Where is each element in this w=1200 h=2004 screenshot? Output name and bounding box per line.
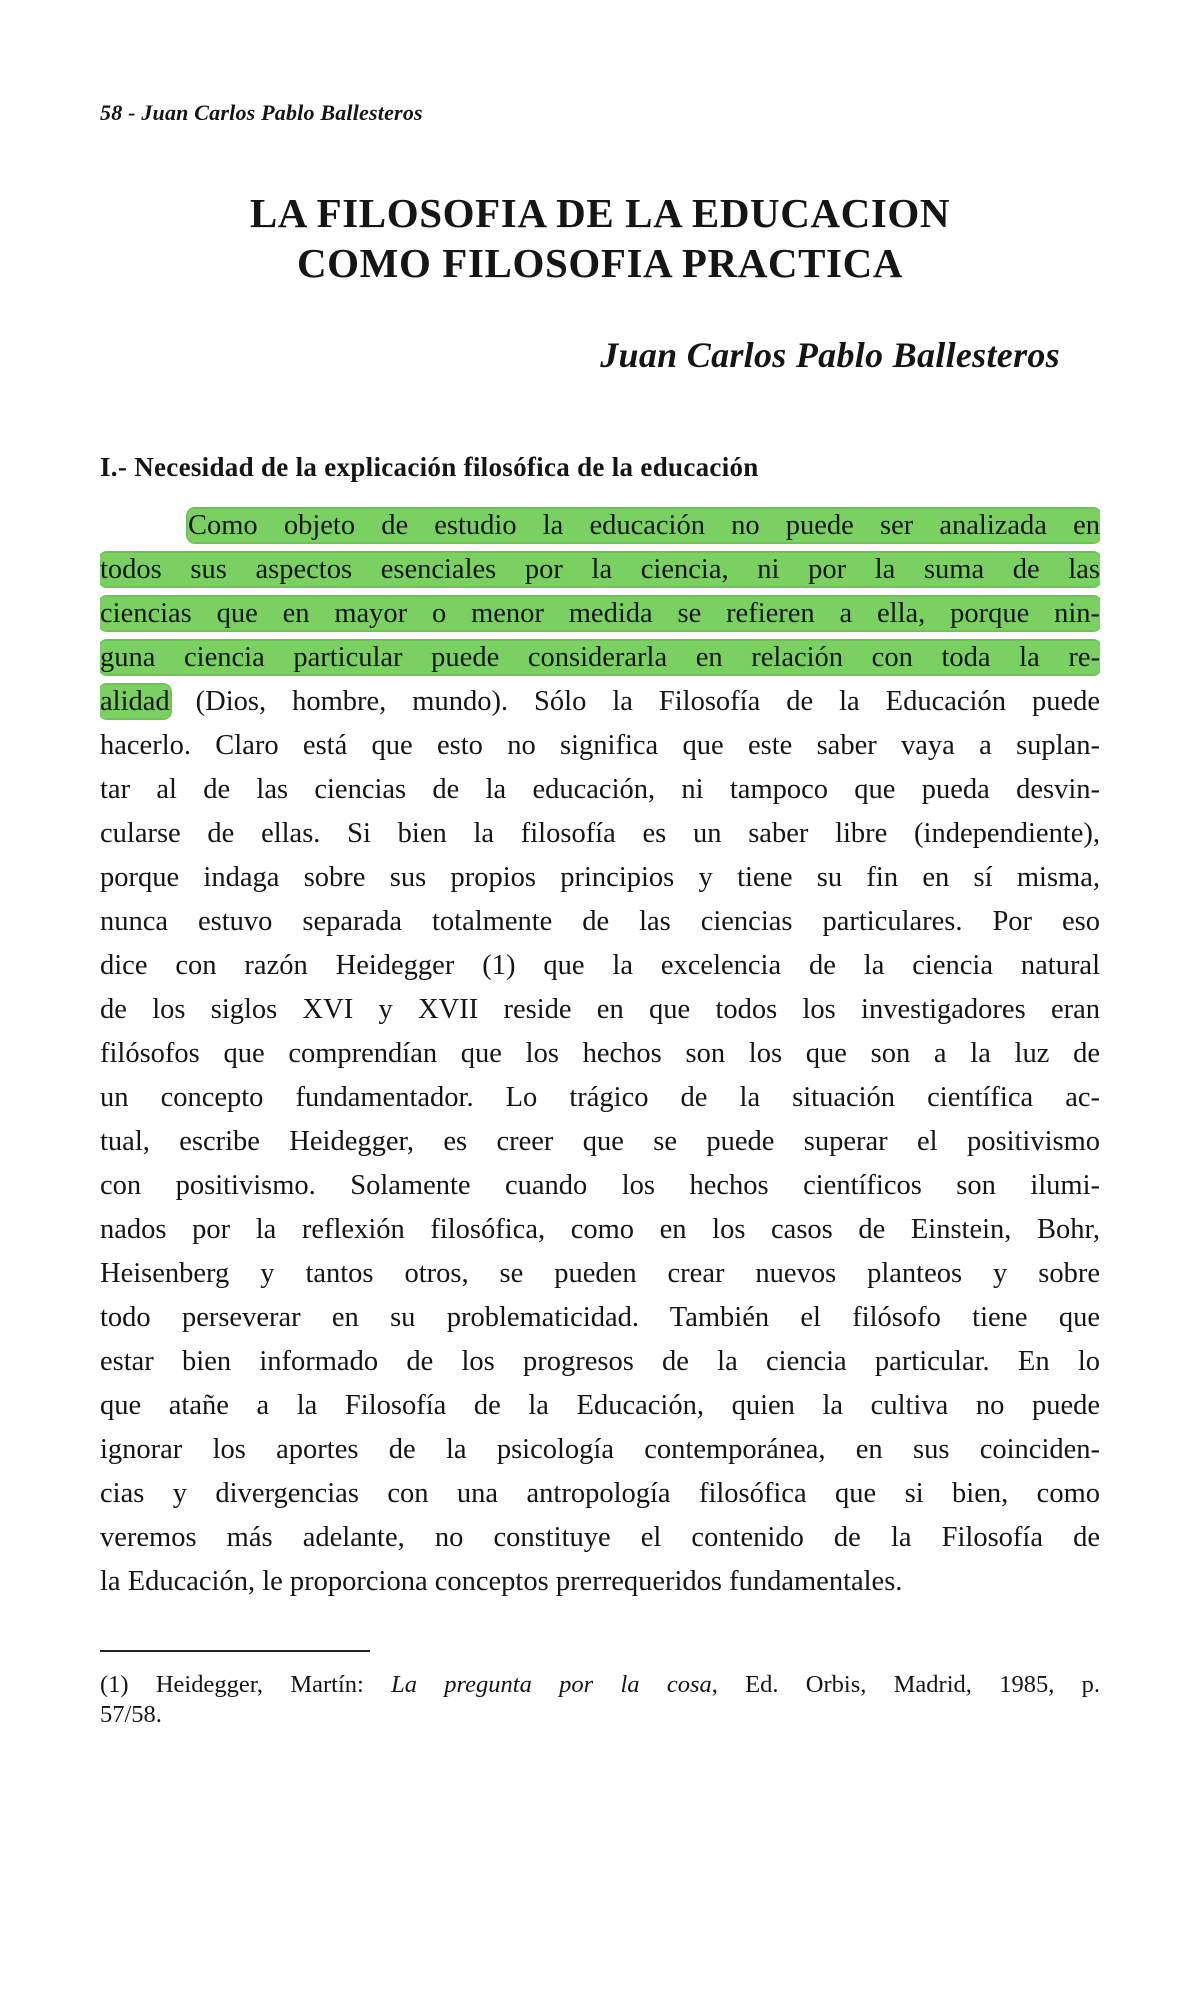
- highlighted-text[interactable]: Como objeto de estudio la educación no puede ser analizada en: [188, 510, 1100, 541]
- footnote: [100, 1670, 1100, 1730]
- text-line: un concepto fundamentador. Lo trágico de la situación científica ac-: [100, 1082, 1100, 1113]
- text-line: de los siglos XVI y XVII reside en que todos los investigadores eran: [100, 994, 1100, 1025]
- text-line: Heisenberg y tantos otros, se pueden crear nuevos planteos y sobre: [100, 1258, 1100, 1289]
- text-line: dice con razón Heidegger (1) que la excelencia de la ciencia natural: [100, 950, 1100, 981]
- text-line: veremos más adelante, no constituye el contenido de la Filosofía de: [100, 1522, 1100, 1553]
- text-line: cias y divergencias con una antropología filosófica que si bien, como: [100, 1478, 1100, 1509]
- text-line: [100, 592, 1100, 636]
- text-line: [100, 548, 1100, 592]
- running-header: 58 - Juan Carlos Pablo Ballesteros: [100, 100, 423, 125]
- text-line: [100, 636, 1100, 680]
- footnote-line: [100, 1670, 1100, 1700]
- text-line: porque indaga sobre sus propios principios y tiene su fin en sí misma,: [100, 862, 1100, 893]
- highlighted-text[interactable]: alidad: [100, 686, 170, 717]
- section-heading: I.- Necesidad de la explicación filosófica de la educación: [100, 452, 759, 482]
- text-line: con positivismo. Solamente cuando los hechos científicos son ilumi-: [100, 1170, 1100, 1201]
- article-author: Juan Carlos Pablo Ballesteros: [600, 335, 1060, 375]
- text-line: [100, 680, 1100, 724]
- footnote-divider: [100, 1650, 370, 1652]
- footnote-line: 57/58.: [100, 1701, 162, 1728]
- text-line: ignorar los aportes de la psicología contemporánea, en sus coinciden-: [100, 1434, 1100, 1465]
- text-line: que atañe a la Filosofía de la Educación, quien la cultiva no puede: [100, 1390, 1100, 1421]
- title-line-2: COMO FILOSOFIA PRACTICA: [296, 240, 904, 286]
- footnote-book-title: La pregunta por la cosa: [391, 1671, 712, 1698]
- text-line: nunca estuvo separada totalmente de las ciencias particulares. Por eso: [100, 906, 1100, 937]
- body-paragraph: [100, 504, 1100, 1604]
- text-line: [100, 504, 1100, 548]
- text-line: cularse de ellas. Si bien la filosofía es un saber libre (independiente),: [100, 818, 1100, 849]
- text-line: filósofos que comprendían que los hechos son los que son a la luz de: [100, 1038, 1100, 1069]
- text-line: la Educación, le proporciona conceptos prerrequeridos fundamentales.: [100, 1566, 903, 1597]
- title-line-1: LA FILOSOFIA DE LA EDUCACION: [249, 190, 951, 236]
- article-title: [100, 188, 1100, 288]
- text-line: tar al de las ciencias de la educación, ni tampoco que pueda desvin-: [100, 774, 1100, 805]
- footnote-suffix: , Ed. Orbis, Madrid, 1985, p.: [711, 1671, 1100, 1698]
- text-line: estar bien informado de los progresos de la ciencia particular. En lo: [100, 1346, 1100, 1377]
- text-line: hacerlo. Claro está que esto no significa que este saber vaya a suplan-: [100, 730, 1100, 761]
- highlighted-text[interactable]: todos sus aspectos esenciales por la ciencia, ni por la suma de las: [100, 554, 1100, 585]
- footnote-prefix: (1) Heidegger, Martín:: [100, 1671, 392, 1698]
- text-line: nados por la reflexión filosófica, como en los casos de Einstein, Bohr,: [100, 1214, 1100, 1245]
- highlighted-text[interactable]: ciencias que en mayor o menor medida se refieren a ella, porque nin-: [100, 598, 1100, 629]
- text-line: tual, escribe Heidegger, es creer que se puede superar el positivismo: [100, 1126, 1100, 1157]
- text-segment: (Dios, hombre, mundo). Sólo la Filosofía de la Educación puede: [169, 686, 1100, 717]
- highlighted-text[interactable]: guna ciencia particular puede considerarla en relación con toda la re-: [100, 642, 1100, 673]
- text-line: todo perseverar en su problematicidad. También el filósofo tiene que: [100, 1302, 1100, 1333]
